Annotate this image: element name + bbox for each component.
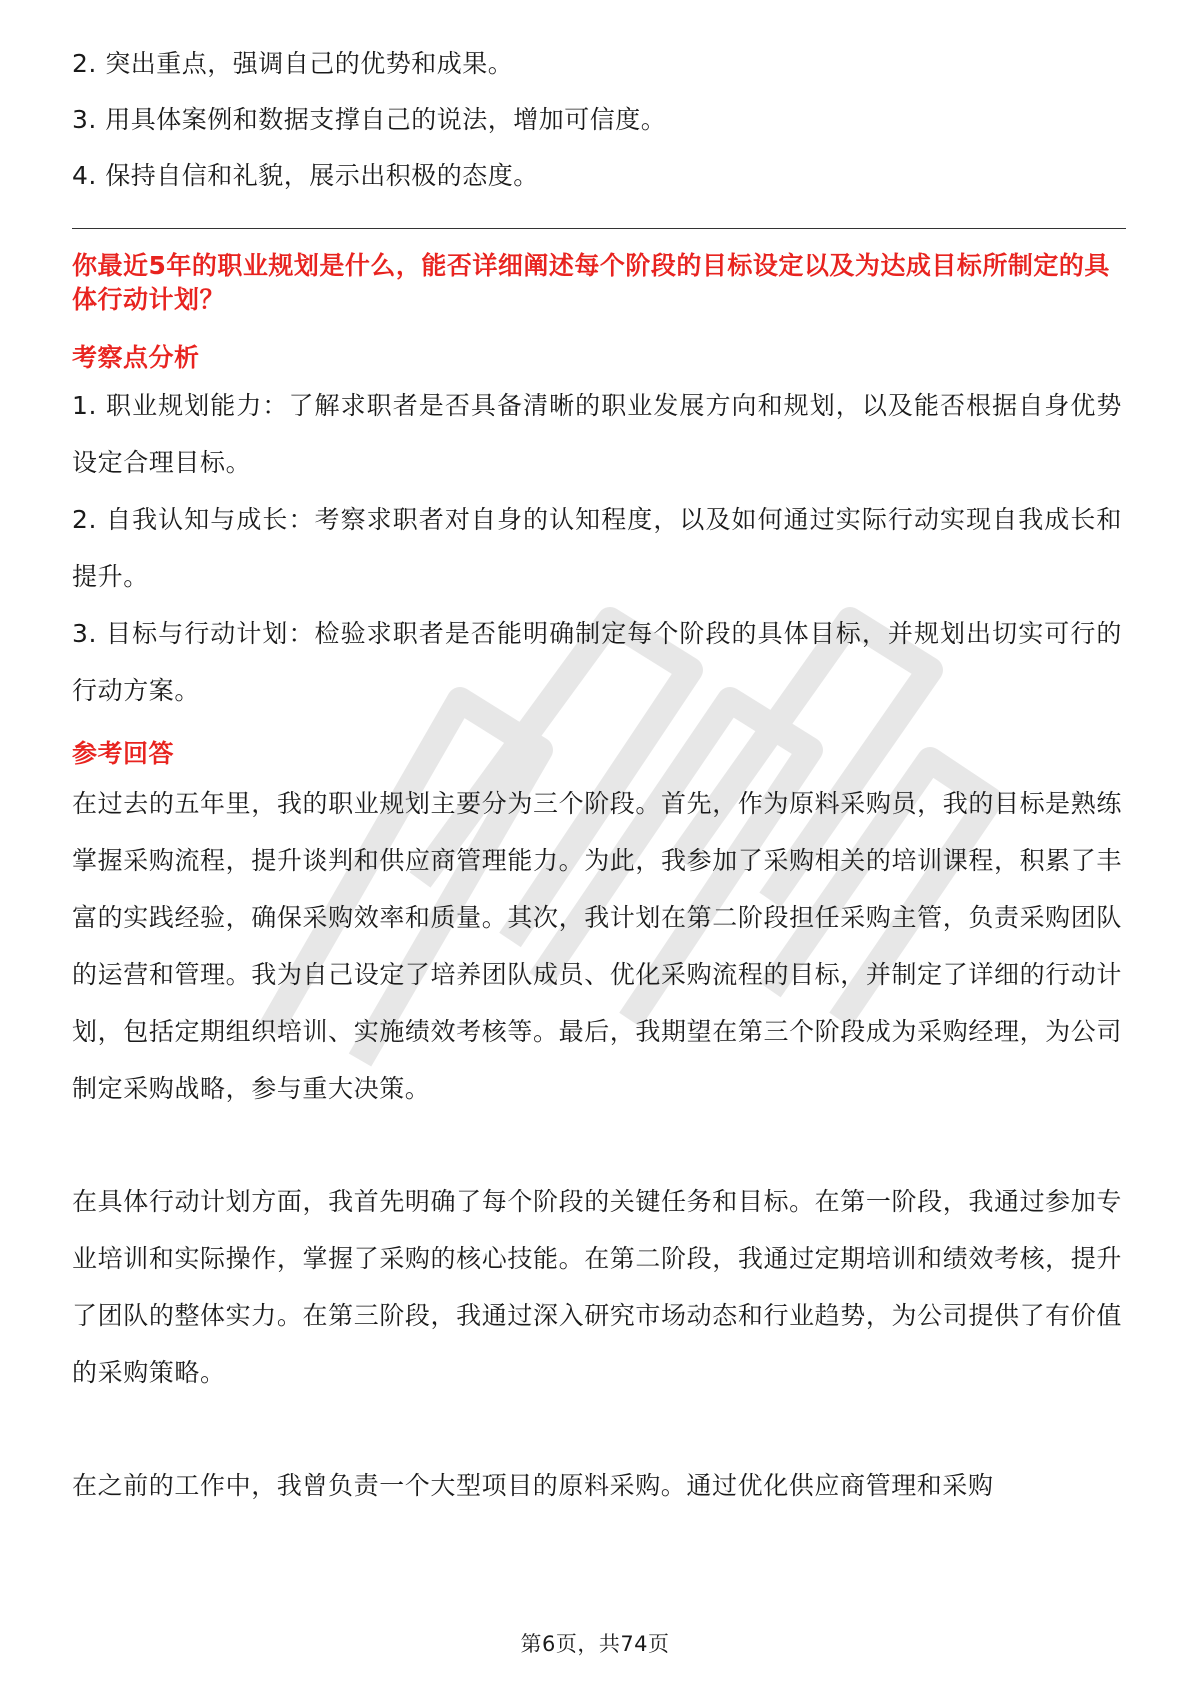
answer-paragraph: 在之前的工作中，我曾负责一个大型项目的原料采购。通过优化供应商管理和采购 <box>72 1471 994 1500</box>
page-content <box>72 46 1122 1514</box>
analysis-list <box>72 377 1122 719</box>
paragraph-gap <box>72 1401 1122 1457</box>
answer-paragraph: 在过去的五年里，我的职业规划主要分为三个阶段。首先，作为原料采购员，我的目标是熟练掌握采购流程，提升谈判和供应商管理能力。为此，我参加了采购相关的培训课程，积累了丰富的实践经验，确保采购效率和质量。其次，我计划在第二阶段担任采购主管，负责采购团队的运营和管理。我为自己设定了培养团队成员、优化采购流程的目标，并制定了详细的行动计划，包括定期组织培训、实施绩效考核等。最后，我期望在第三个阶段成为采购经理，为公司制定采购战略，参与重大决策。 <box>72 789 1122 1103</box>
analysis-item: 2. 自我认知与成长：考察求职者对自身的认知程度，以及如何通过实际行动实现自我成长和提升。 <box>72 505 1122 591</box>
answer-heading: 参考回答 <box>72 739 175 768</box>
question-title: 你最近5年的职业规划是什么，能否详细阐述每个阶段的目标设定以及为达成目标所制定的具体行动计划？ <box>72 251 1110 314</box>
tips-list <box>72 46 1122 214</box>
answer-body <box>72 775 1122 1514</box>
analysis-heading: 考察点分析 <box>72 343 200 372</box>
paragraph-gap <box>72 1117 1122 1173</box>
tip-item: 2. 突出重点，强调自己的优势和成果。 <box>72 49 514 78</box>
tip-item: 4. 保持自信和礼貌，展示出积极的态度。 <box>72 161 539 190</box>
section-divider <box>72 228 1126 229</box>
analysis-item: 3. 目标与行动计划：检验求职者是否能明确制定每个阶段的具体目标，并规划出切实可行的行动方案。 <box>72 619 1122 705</box>
analysis-item: 1. 职业规划能力：了解求职者是否具备清晰的职业发展方向和规划，以及能否根据自身优势设定合理目标。 <box>72 391 1122 477</box>
answer-paragraph: 在具体行动计划方面，我首先明确了每个阶段的关键任务和目标。在第一阶段，我通过参加专业培训和实际操作，掌握了采购的核心技能。在第二阶段，我通过定期培训和绩效考核，提升了团队的整体实力。在第三阶段，我通过深入研究市场动态和行业趋势，为公司提供了有价值的采购策略。 <box>72 1187 1122 1387</box>
page-footer: 第6页，共74页 <box>520 1632 670 1656</box>
tip-item: 3. 用具体案例和数据支撑自己的说法，增加可信度。 <box>72 105 667 134</box>
